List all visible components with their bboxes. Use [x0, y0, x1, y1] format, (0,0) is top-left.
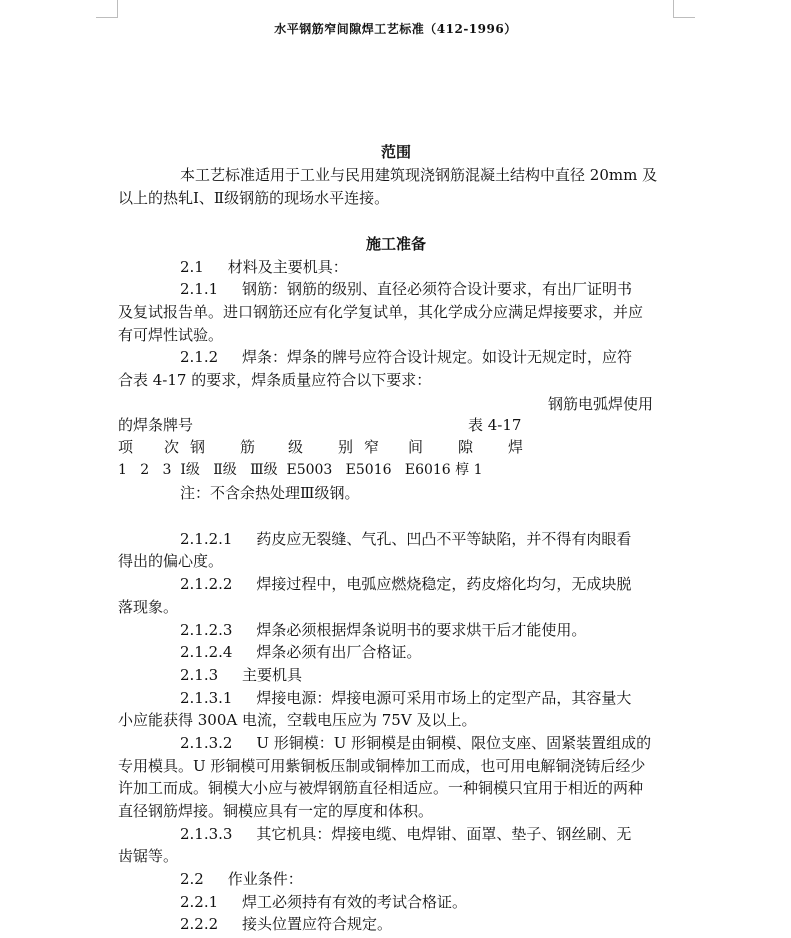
table-header-cell: 筋 — [240, 438, 256, 456]
table-header-row — [118, 436, 528, 458]
paragraph-line: 2.2.2 接头位置应符合规定。 — [180, 915, 393, 933]
table-header-cell: 次 — [164, 438, 180, 456]
paragraph-line: 2.2.1 焊工必须持有有效的考试合格证。 — [180, 893, 468, 911]
paragraph-line: 齿锯等。 — [118, 847, 179, 865]
heading-scope: 范围 — [380, 143, 411, 161]
section-2-1-3: 2.1.3 主要机具 — [180, 666, 303, 684]
section-2-2: 2.2 作业条件： — [180, 870, 303, 888]
paragraph-line: 2.1.2.4 焊条必须有出厂合格证。 — [180, 643, 422, 661]
paragraph-line: 有可焊性试验。 — [118, 326, 224, 344]
table-header-cell: 级 — [288, 438, 304, 456]
paragraph-line: 及复试报告单。进口钢筋还应有化学复试单，其化学成分应满足焊接要求，并应 — [118, 303, 644, 321]
paragraph-line: 小应能获得 300A 电流，空载电压应为 75V 及以上。 — [118, 711, 477, 729]
paragraph-line: 本工艺标准适用于工业与民用建筑现浇钢筋混凝土结构中直径 20mm 及 — [180, 166, 658, 184]
table-number: 表 4-17 — [468, 416, 522, 434]
paragraph-line: 专用模具。U 形铜模可用紫铜板压制或铜棒加工而成，也可用电解铜浇铸后经少 — [118, 757, 646, 775]
crop-mark-left-v — [117, 0, 118, 18]
table-note: 注：不含余热处理Ⅲ级钢。 — [180, 484, 360, 502]
paragraph-line: 2.1.2.1 药皮应无裂缝、气孔、凹凸不平等缺陷，并不得有肉眼看 — [180, 530, 632, 548]
paragraph-line: 2.1.2.3 焊条必须根据焊条说明书的要求烘干后才能使用。 — [180, 621, 587, 639]
paragraph-line: 以上的热轧Ⅰ、Ⅱ级钢筋的现场水平连接。 — [118, 189, 390, 207]
table-header-cell: 隙 — [458, 438, 474, 456]
paragraph-line: 2.1.2 焊条：焊条的牌号应符合设计规定。如设计无规定时，应符 — [180, 348, 633, 366]
paragraph-line: 落现象。 — [118, 598, 179, 616]
paragraph-line: 2.1.3.1 焊接电源：焊接电源可采用市场上的定型产品，其容量大 — [180, 689, 632, 707]
table-caption-right: 钢筋电弧焊使用 — [548, 395, 654, 413]
page-header-title: 水平钢筋窄间隙焊工艺标准（412-1996） — [274, 22, 517, 36]
paragraph-line: 2.1.3.3 其它机具：焊接电缆、电焊钳、面罩、垫子、钢丝刷、无 — [180, 825, 632, 843]
table-header-cell: 项 — [118, 438, 134, 456]
paragraph-line: 直径钢筋焊接。铜模应具有一定的厚度和体积。 — [118, 802, 434, 820]
crop-mark-right-h — [673, 17, 695, 18]
heading-preparation: 施工准备 — [365, 235, 426, 253]
crop-mark-right-v — [673, 0, 674, 18]
table-header-cell: 窄 — [364, 438, 380, 456]
table-header-cell: 焊 — [508, 438, 524, 456]
table-row: 1 2 3 Ⅰ级 Ⅱ级 Ⅲ级 E5003 E5016 E6016 椁 1 — [118, 462, 483, 478]
paragraph-line: 2.1.3.2 U 形铜模：U 形铜模是由铜模、限位支座、固紧装置组成的 — [180, 734, 652, 752]
crop-mark-left-h — [96, 17, 118, 18]
paragraph-line: 许加工而成。铜模大小应与被焊钢筋直径相适应。一种铜模只宜用于相近的两种 — [118, 779, 644, 797]
table-caption-left: 的焊条牌号 — [118, 416, 194, 434]
paragraph-line: 2.1.2.2 焊接过程中，电弧应燃烧稳定，药皮熔化均匀，无成块脱 — [180, 575, 632, 593]
paragraph-line: 2.1.1 钢筋：钢筋的级别、直径必须符合设计要求，有出厂证明书 — [180, 280, 633, 298]
paragraph-line: 得出的偏心度。 — [118, 552, 224, 570]
table-header-cell: 间 — [408, 438, 424, 456]
section-2-1: 2.1 材料及主要机具： — [180, 258, 348, 276]
table-header-cell: 别 — [338, 438, 354, 456]
table-header-cell: 钢 — [190, 438, 206, 456]
paragraph-line: 合表 4-17 的要求，焊条质量应符合以下要求： — [118, 371, 432, 389]
